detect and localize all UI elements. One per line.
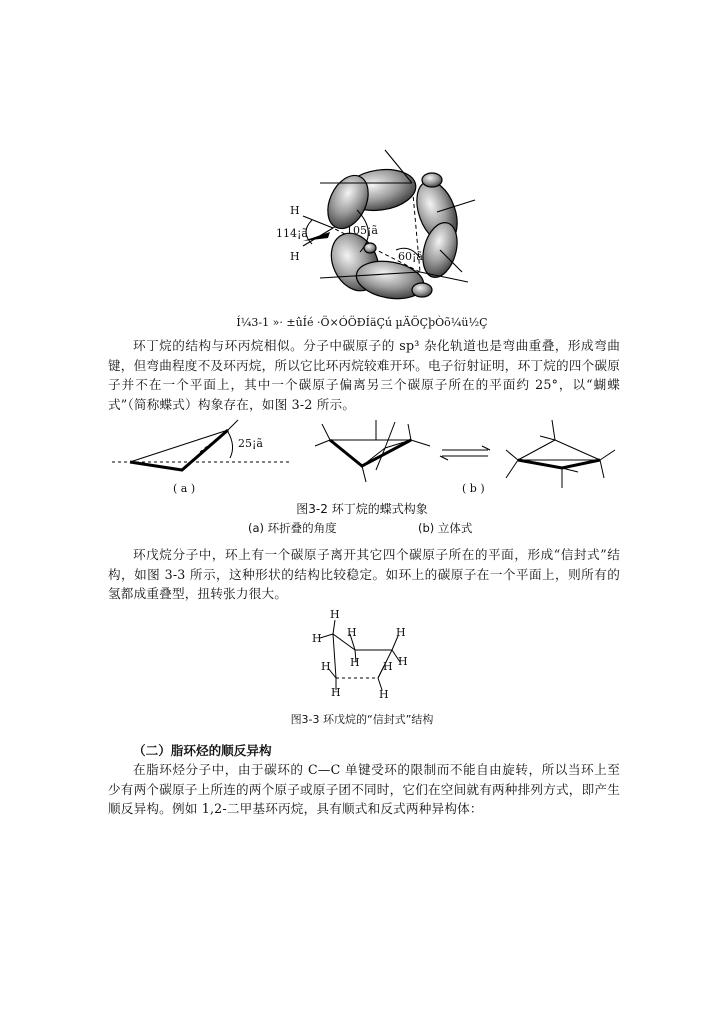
h-label: H xyxy=(398,655,408,668)
h-label: H xyxy=(312,632,322,645)
h-label: H xyxy=(350,656,360,669)
figure-3-2-sub-b: (b) 立体式 xyxy=(418,521,473,535)
h-label: H xyxy=(383,660,393,673)
h-label: H xyxy=(396,626,406,639)
paragraph-cis-trans xyxy=(108,760,620,819)
label-a: ( a ) xyxy=(173,482,196,495)
section-heading: （二）脂环烃的顺反异构 xyxy=(133,743,272,758)
h-label: H xyxy=(331,686,341,699)
h-label: H xyxy=(347,626,357,639)
figure-3-3-caption: 图3-3 环戊烷的“信封式”结构 xyxy=(290,713,434,726)
angle-label-114: 114¡ã xyxy=(276,227,308,240)
angle-label-105: 105¡ã xyxy=(346,224,378,237)
paragraph-cyclobutane-text: 环丁烷的结构与环丙烷相似。分子中碳原子的 sp³ 杂化轨道也是弯曲重叠，形成弯曲键，但弯曲程度不及环丙烷，所以它比环丙烷较难开环。电子衍射证明，环丁烷的四个碳原子并不在一个平面上，其中一个碳原子偏离另三个碳原子所在的平面约 25°，以“蝴蝶式”（简称蝶式）构象存在，如图 3-2 所示。 xyxy=(108,338,620,412)
label-h-bottom: H xyxy=(290,250,300,263)
angle-label-60: 60¡ã xyxy=(398,250,423,263)
paragraph-cyclopentane-text: 环戊烷分子中，环上有一个碳原子离开其它四个碳原子所在的平面，形成“信封式”结构，如图 3-3 所示，这种形状的结构比较稳定。如环上的碳原子在一个平面上，则所有的氢都成重叠型，扭转张力很大。 xyxy=(108,547,620,601)
h-label: H xyxy=(321,660,331,673)
figure-3-2-sub-a: (a) 环折叠的角度 xyxy=(248,521,337,535)
h-label: H xyxy=(379,688,389,701)
figure-3-1-caption: Í¼3-1 »· ±ûÍé ·Ö×ÓÖÐÍäÇú µÄÖÇþÒõ¼ü½Ç xyxy=(236,316,488,329)
angle-label-25: 25¡ã xyxy=(238,437,263,450)
label-h-top: H xyxy=(290,204,300,217)
h-label: H xyxy=(330,608,340,621)
figure-3-2-caption: 图3-2 环丁烷的蝶式构象 xyxy=(296,502,428,516)
paragraph-cis-trans-text: 在脂环烃分子中，由于碳环的 C—C 单键受环的限制而不能自由旋转，所以当环上至少有两个碳原子上所连的两个原子或原子团不同时，它们在空间就有两种排列方式，即产生顺反异构。例如 1,2-二甲基环丙烷，具有顺式和反式两种异构体： xyxy=(108,762,620,816)
label-b: ( b ) xyxy=(462,482,485,495)
